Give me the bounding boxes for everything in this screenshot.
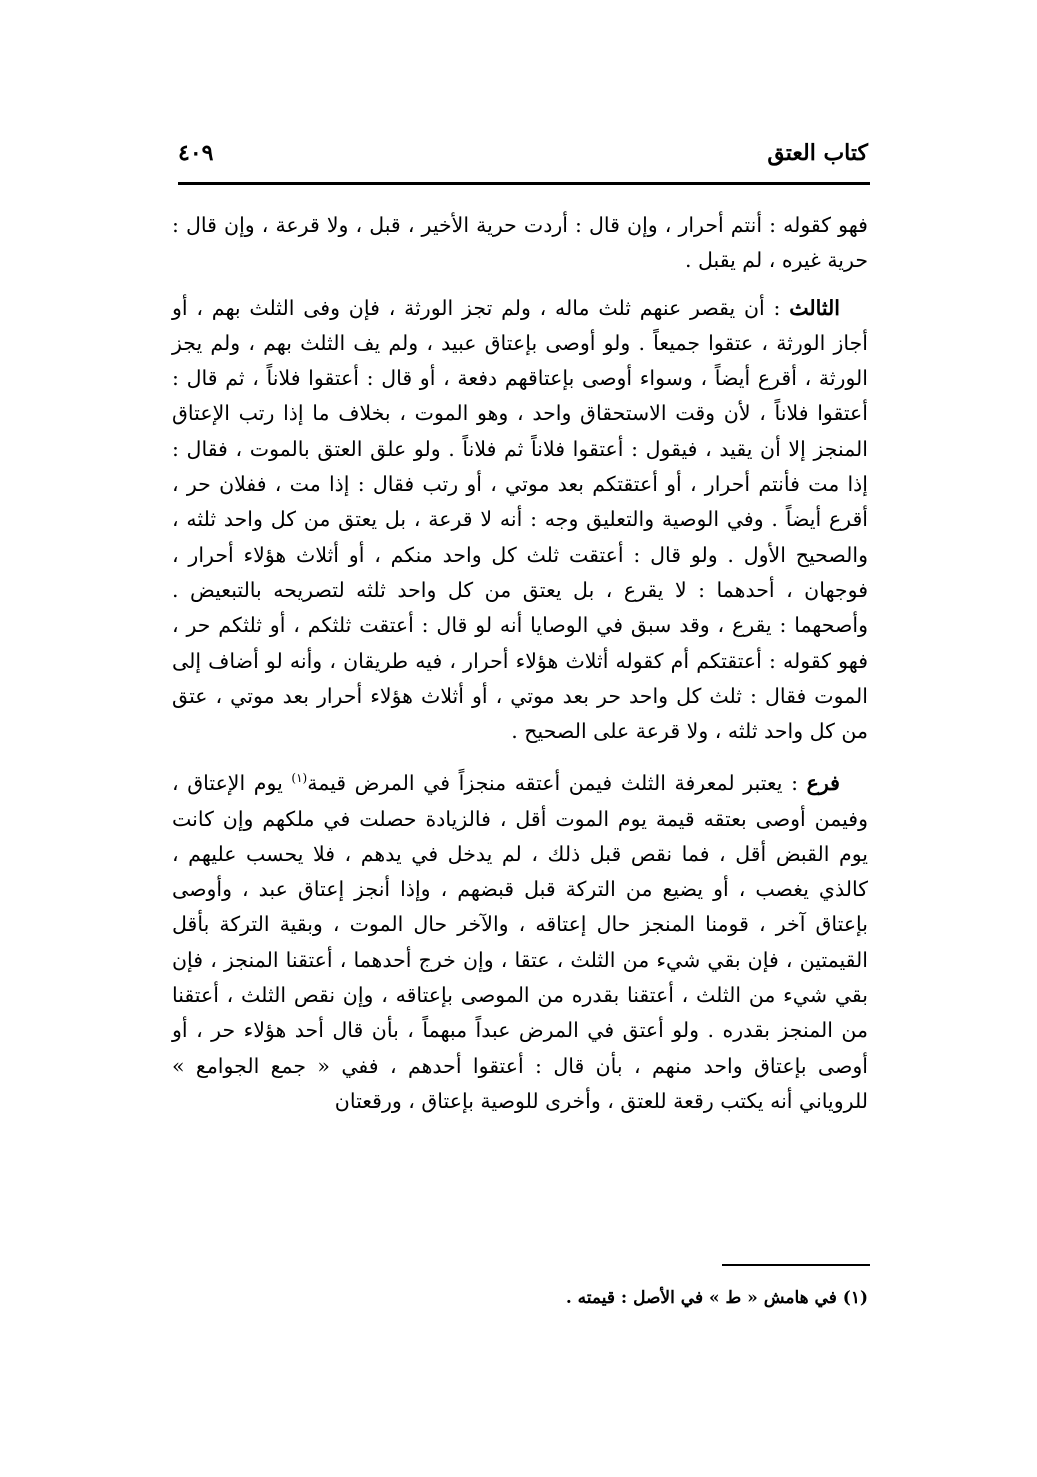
paragraph-3-text-after-note: يوم الإعتاق ، وفيمن أوصى بعتقه قيمة يوم الموت أقل ، فالزيادة حصلت في ملكهم وإن كانت يوم القبض أقل ، فما نقص قبل ذلك ، لم يدخل في يدهم ، فلا يحسب عليهم ، كالذي يغصب ، أو يضيع من التركة قبل قبضهم ، وإذا أنجز إعتاق عبد ، وأوصى بإعتاق آخر ، قومنا المنجز حال إعتاقه ، والآخر حال الموت ، وبقية التركة بأقل القيمتين ، فإن بقي شيء من الثلث ، عتقا ، وإن خرج أحدهما ، أعتقنا المنجز ، فإن بقي شيء من الثلث ، أعتقنا بقدره من الموصى بإعتاقه ، وإن نقص الثلث ، أعتقنا من المنجز بقدره . ولو أعتق في المرض عبداً مبهماً ، بأن قال أحد هؤلاء حر ، أو أوصى بإعتاق واحد منهم ، بأن قال : أعتقوا أحدهم ، ففي « جمع الجوامع » للروياني أنه يكتب رقعة للعتق ، وأخرى للوصية بإعتاق ، ورقعتان [172,771,868,1113]
page-number: ٤٠٩ [178,140,214,166]
running-header [178,140,868,180]
header-rule [178,182,870,185]
paragraph-3-lead: فرع [806,771,840,796]
paragraph-2-text: : أن يقصر عنهم ثلث ماله ، ولم تجز الورثة ، فإن وفى الثلث بهم ، أو أجاز الورثة ، عتقوا جميعاً . ولو أوصى بإعتاق عبيد ، ولم يف الثلث بهم ، ولم يجز الورثة ، أقرع أيضاً ، وسواء أوصى بإعتاقهم دفعة ، أو قال : أعتقوا فلاناً ، ثم قال : أعتقوا فلاناً ، لأن وقت الاستحقاق واحد ، وهو الموت ، بخلاف ما إذا رتب الإعتاق المنجز إلا أن يقيد ، فيقول : أعتقوا فلاناً ثم فلاناً . ولو علق العتق بالموت ، فقال : إذا مت فأنتم أحرار ، أو أعتقتكم بعد موتي ، أو رتب فقال : إذا مت ، ففلان حر ، أقرع أيضاً . وفي الوصية والتعليق وجه : أنه لا قرعة ، بل يعتق من كل واحد ثلثه ، والصحيح الأول . ولو قال : أعتقت ثلث كل واحد منكم ، أو أثلاث هؤلاء أحرار ، فوجهان ، أحدهما : لا يقرع ، بل يعتق من كل واحد ثلثه لتصريحه بالتبعيض . وأصحهما : يقرع ، وقد سبق في الوصايا أنه لو قال : أعتقت ثلثكم ، أو ثلثكم حر ، فهو كقوله : أعتقتكم أم كقوله أثلاث هؤلاء أحرار ، فيه طريقان ، وأنه لو أضاف إلى الموت فقال : ثلث كل واحد حر بعد موتي ، أو أثلاث هؤلاء أحرار بعد موتي ، عتق من كل واحد ثلثه ، ولا قرعة على الصحيح . [172,295,868,744]
header-title: كتاب العتق [767,140,868,166]
footnote-rule [722,1264,870,1266]
paragraph-3 [172,761,868,1119]
paragraph-2-lead: الثالث [789,295,840,320]
paragraph-2 [172,291,868,750]
body-text [172,208,868,1131]
footnote-marker[interactable]: (١) [291,771,308,786]
footnote: (١) في هامش « ط » في الأصل : قيمته . [565,1288,868,1308]
paragraph-3-text-before-note: : يعتبر لمعرفة الثلث فيمن أعتقه منجزاً في المرض قيمة [307,771,807,796]
paragraph-1 [172,208,868,279]
paragraph-1-text: فهو كقوله : أنتم أحرار ، وإن قال : أردت حرية الأخير ، قبل ، ولا قرعة ، وإن قال : حرية غيره ، لم يقبل . [172,213,868,273]
